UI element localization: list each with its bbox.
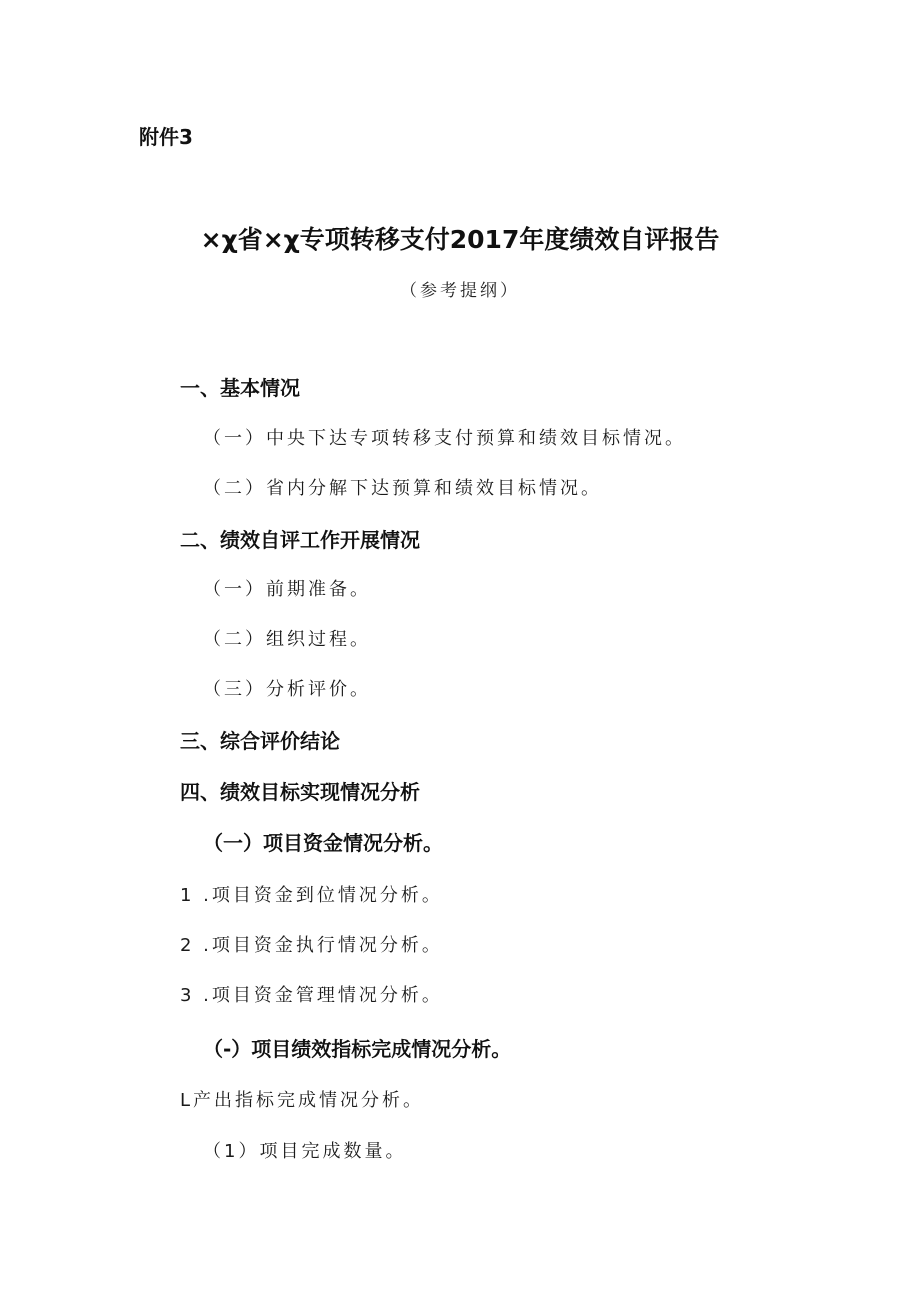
outline-item: （一）前期准备。 [203,579,371,600]
subsection-heading-indicators: （-）项目绩效指标完成情况分析。 [203,1037,512,1061]
outline-item: 2 .项目资金执行情况分析。 [180,935,443,956]
section-heading-self-evaluation: 二、绩效自评工作开展情况 [180,528,420,552]
subsection-heading-funds: （一）项目资金情况分析。 [203,831,443,855]
section-heading-conclusion: 三、综合评价结论 [180,729,340,753]
outline-item: 1 .项目资金到位情况分析。 [180,885,443,906]
outline-item: L产出指标完成情况分析。 [180,1090,425,1111]
section-heading-target-analysis: 四、绩效目标实现情况分析 [180,780,420,804]
outline-item: （二）组织过程。 [203,629,371,650]
attachment-label: 附件3 [139,125,193,149]
outline-item: 3 .项目资金管理情况分析。 [180,985,443,1006]
page-subtitle: （参考提纲） [400,281,520,301]
outline-item: （1）项目完成数量。 [203,1141,407,1162]
section-heading-basic-info: 一、基本情况 [180,376,300,400]
outline-item: （一）中央下达专项转移支付预算和绩效目标情况。 [203,428,686,449]
outline-item: （三）分析评价。 [203,679,371,700]
page-title: ×χ省×χ专项转移支付2017年度绩效自评报告 [200,225,720,254]
outline-item: （二）省内分解下达预算和绩效目标情况。 [203,478,602,499]
